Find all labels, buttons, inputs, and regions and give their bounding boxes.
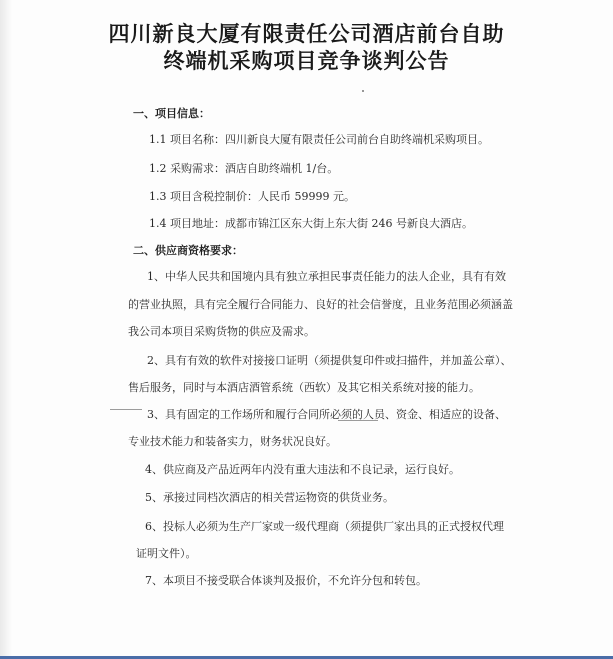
- section1-heading: 一、项目信息：: [133, 107, 210, 120]
- section2-heading: 二、供应商资格要求：: [133, 244, 243, 257]
- requirement-1-line3: 我公司本项目采购货物的供应及需求。: [128, 325, 315, 338]
- document-title-line1: 四川新良大厦有限责任公司酒店前台自助: [108, 22, 505, 46]
- page-edge-shadow: [0, 0, 12, 659]
- requirement-7-line: 7、本项目不接受联合体谈判及报价，不允许分包和转包。: [145, 574, 427, 587]
- margin-mark: [110, 409, 142, 410]
- requirement-3-line1: 3、具有固定的工作场所和履行合同所必须的人员、资金、相适应的设备、: [147, 408, 506, 421]
- requirement-5-line: 5、承接过同档次酒店的相关营运物资的供货业务。: [145, 491, 394, 504]
- requirement-6-line1: 6、投标人必须为生产厂家或一级代理商（须提供厂家出具的正式授权代理: [145, 520, 504, 533]
- project-address-line: 1.4 项目地址：成都市锦江区东大街上东大街 246 号新良大酒店。: [149, 217, 473, 230]
- document-title-line2: 终端机采购项目竞争谈判公告: [163, 49, 450, 73]
- requirement-4-line: 4、供应商及产品近两年内没有重大违法和不良记录，运行良好。: [145, 463, 460, 476]
- project-name-line: 1.1 项目名称：四川新良大厦有限责任公司前台自助终端机采购项目。: [149, 133, 489, 146]
- price-cap-line: 1.3 项目含税控制价：人民币 59999 元。: [149, 190, 355, 203]
- procurement-need-line: 1.2 采购需求：酒店自助终端机 1/台。: [149, 162, 339, 175]
- requirement-2-line2: 售后服务，同时与本酒店酒管系统（西软）及其它相关系统对接的能力。: [128, 381, 480, 394]
- scan-speck: [362, 90, 364, 92]
- requirement-3-line2: 专业技术能力和装备实力，财务状况良好。: [128, 435, 337, 448]
- requirement-1-line1: 1、中华人民共和国境内具有独立承担民事责任能力的法人企业，具有有效: [147, 270, 506, 283]
- requirement-1-line2: 的营业执照，具有完全履行合同能力、良好的社会信誉度，且业务范围必须涵盖: [128, 298, 513, 311]
- requirement-6-line2: 证明文件）。: [136, 547, 197, 560]
- requirement-2-line1: 2、具有有效的软件对接接口证明（须提供复印件或扫描件，并加盖公章）、: [147, 354, 512, 367]
